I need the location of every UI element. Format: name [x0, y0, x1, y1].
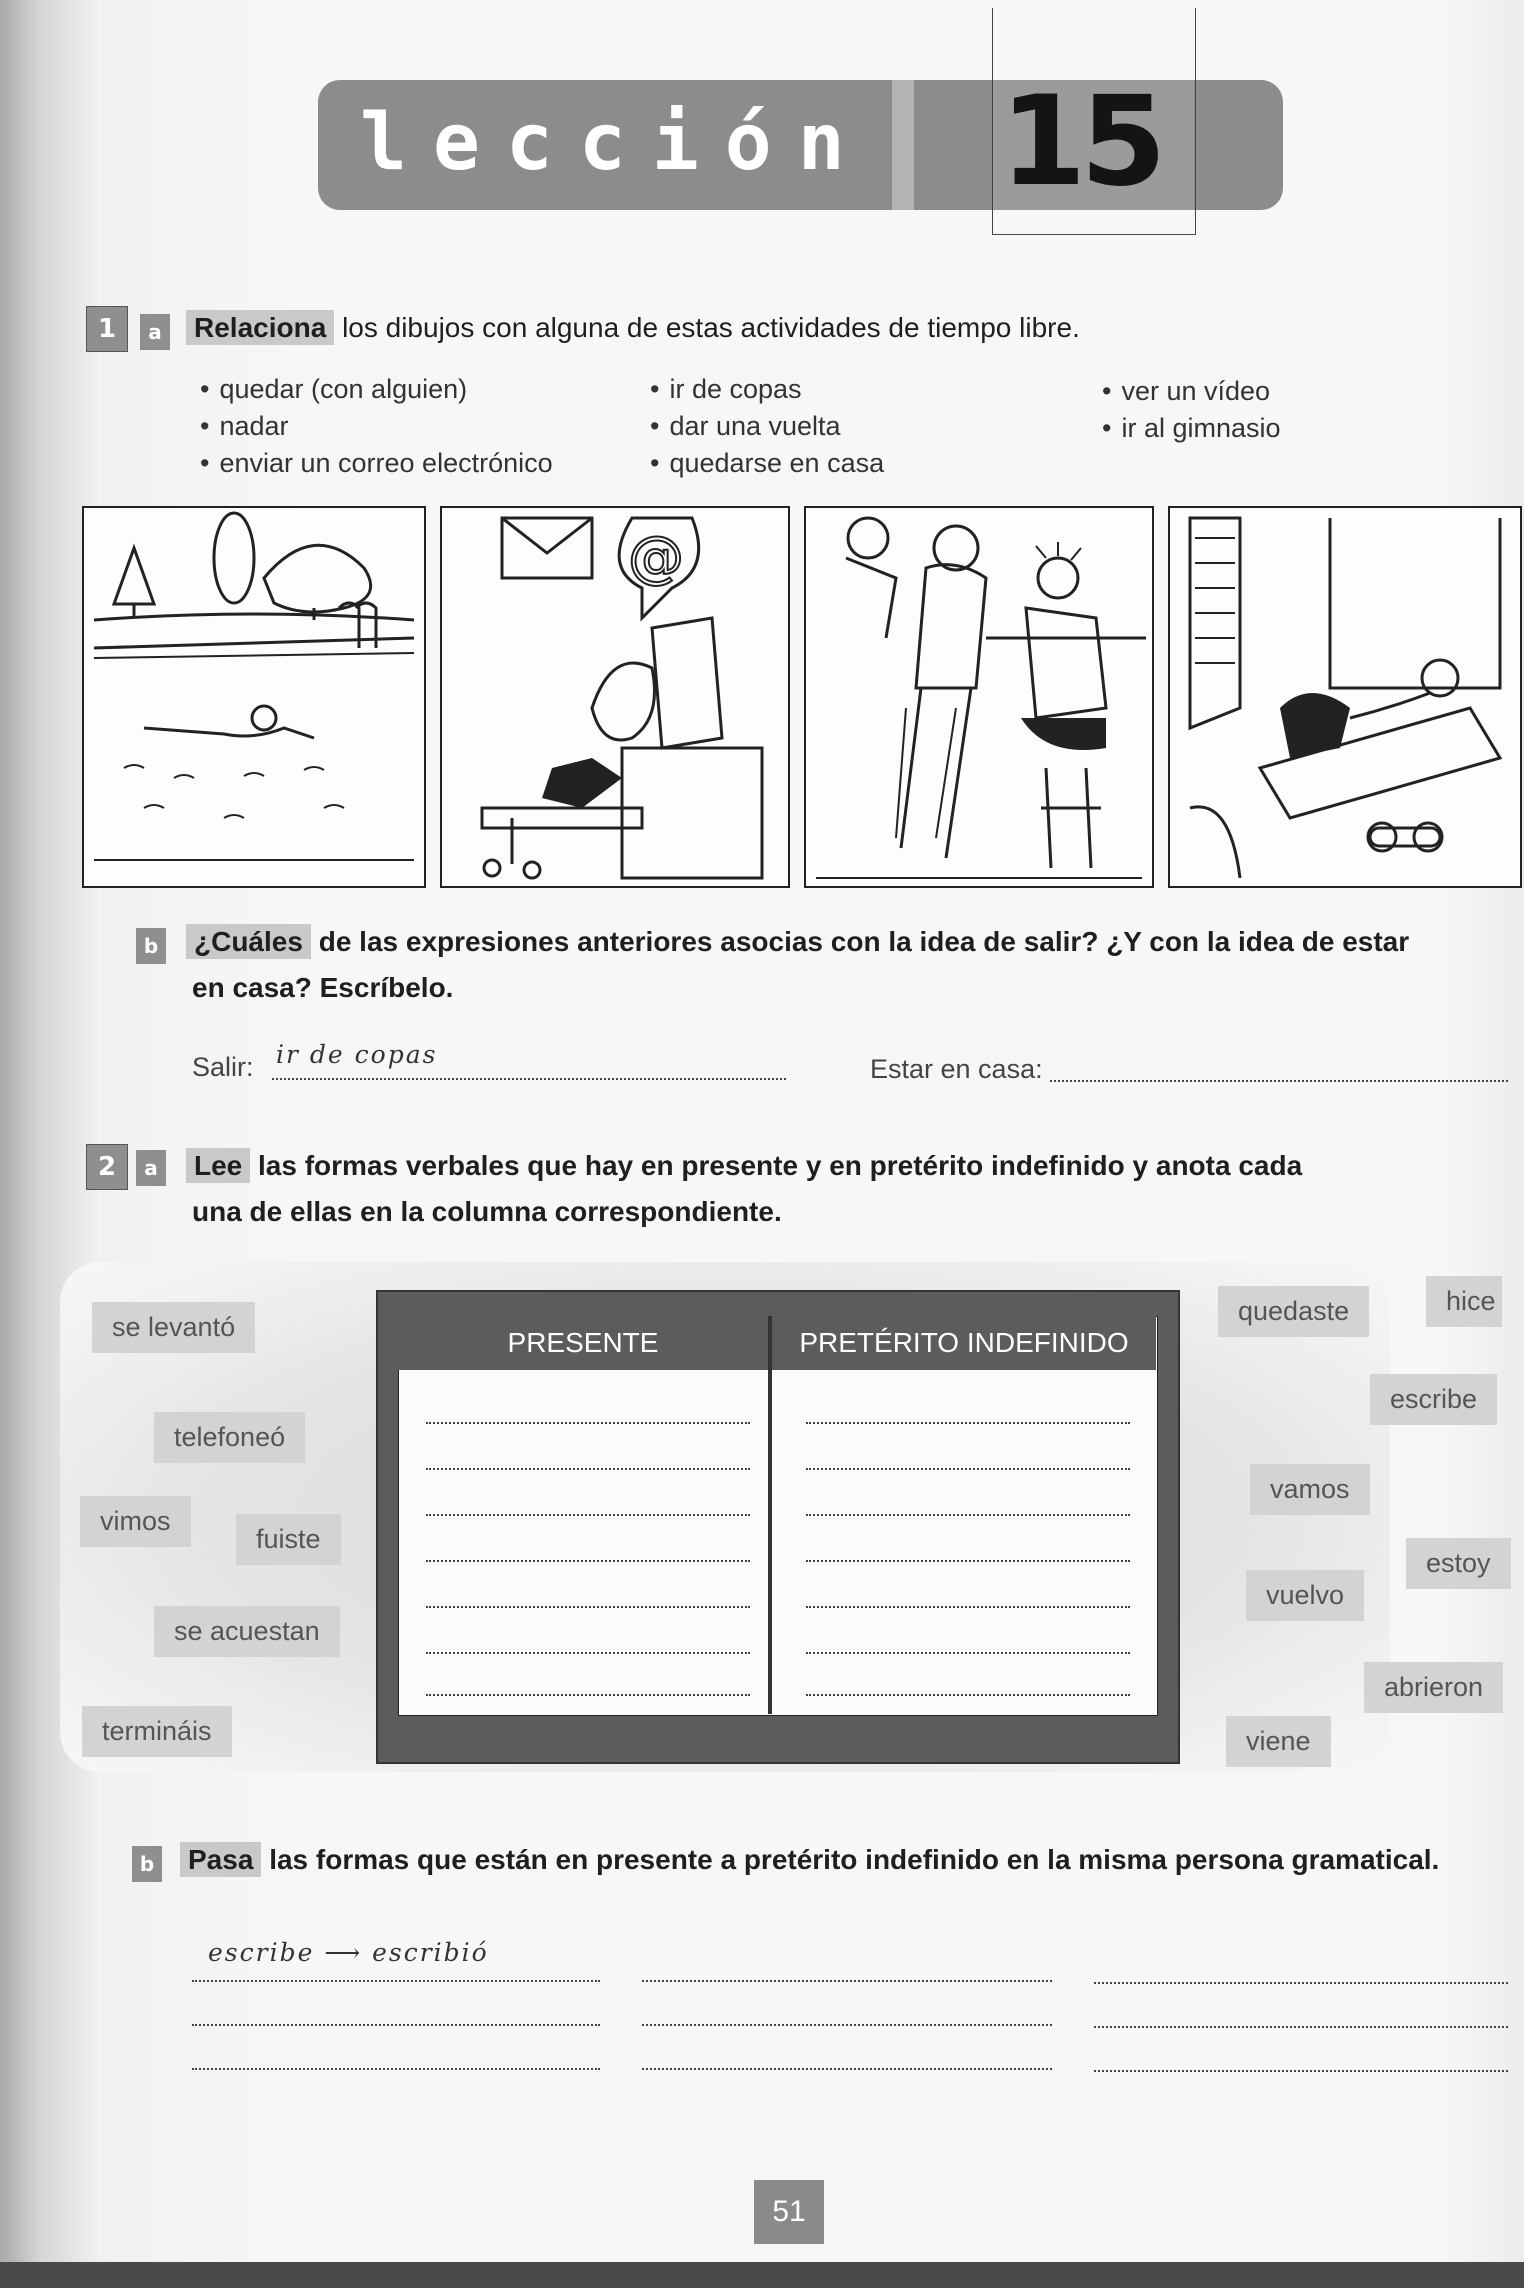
verb-chip[interactable]: estoy	[1406, 1538, 1511, 1589]
example-conversion: escribe ⟶ escribió	[208, 1938, 489, 1967]
activity-item: • ir de copas	[650, 374, 884, 405]
conversion-answer-line[interactable]	[1094, 2026, 1508, 2028]
conversion-answer-line[interactable]	[642, 2068, 1052, 2070]
conjugation-table	[398, 1316, 1158, 1716]
gym-situps-scene-icon	[1168, 506, 1522, 888]
activity-list-col3	[1102, 376, 1281, 450]
conversion-answer-line[interactable]	[1094, 1982, 1508, 1984]
exercise-letter-2a: a	[136, 1150, 166, 1186]
bar-illustration	[806, 508, 1152, 886]
verb-chip[interactable]: vuelvo	[1246, 1570, 1364, 1621]
activity-item: • ir al gimnasio	[1102, 413, 1281, 444]
scan-edge-shadow	[0, 2262, 1524, 2288]
estar-en-casa-answer-line[interactable]	[1050, 1080, 1508, 1082]
activity-item: • nadar	[200, 411, 553, 442]
exercise-number-2: 2	[86, 1144, 128, 1190]
estar-en-casa-label: Estar en casa:	[870, 1054, 1043, 1084]
verb-chip[interactable]: se acuestan	[154, 1606, 340, 1657]
lesson-number: 15	[1000, 70, 1161, 214]
preterito-answer-line[interactable]	[806, 1694, 1130, 1696]
exercise-2a-text-line2: una de ellas en la columna correspondiente.	[192, 1196, 782, 1227]
exercise-letter-2b: b	[132, 1846, 162, 1882]
email-illustration	[442, 508, 788, 886]
activity-item: • dar una vuelta	[650, 411, 884, 442]
activity-item: • ver un vídeo	[1102, 376, 1281, 407]
presente-answer-line[interactable]	[426, 1560, 750, 1562]
conversion-answer-line[interactable]	[192, 2024, 600, 2026]
lesson-title: lección	[360, 98, 871, 188]
exercise-1b-text-line2: en casa? Escríbelo.	[192, 972, 454, 1003]
presente-answer-line[interactable]	[426, 1468, 750, 1470]
conversion-answer-line[interactable]	[192, 1980, 600, 1982]
exercise-2a-instruction	[186, 1150, 1302, 1182]
exercise-2b-instruction	[180, 1844, 1439, 1876]
salir-label: Salir:	[192, 1052, 254, 1082]
page-number: 51	[754, 2180, 824, 2244]
exercise-1b-instruction	[186, 926, 1409, 958]
preterito-answer-line[interactable]	[806, 1652, 1130, 1654]
salir-answer: ir de copas	[276, 1040, 438, 1069]
banner-divider	[892, 80, 914, 210]
at-glyph: @	[628, 525, 684, 590]
exercise-2b-text: las formas que están en presente a pretérito indefinido en la misma persona gramatical.	[269, 1844, 1440, 1875]
verb-chip[interactable]: viene	[1226, 1716, 1331, 1767]
activity-list-col1	[200, 374, 553, 485]
exercise-letter-1b: b	[136, 928, 166, 964]
verb-chip[interactable]: quedaste	[1218, 1286, 1369, 1337]
verb-chip[interactable]: fuiste	[236, 1514, 341, 1565]
email-computer-scene-icon	[440, 506, 790, 888]
presente-answer-line[interactable]	[426, 1606, 750, 1608]
verb-chip[interactable]: escribe	[1370, 1374, 1497, 1425]
verb-chip[interactable]: se levantó	[92, 1302, 255, 1353]
conversion-answer-line[interactable]	[642, 2024, 1052, 2026]
conversion-answer-line[interactable]	[642, 1980, 1052, 1982]
activity-list-col2	[650, 374, 884, 485]
gym-illustration	[1170, 508, 1520, 886]
preterito-answer-line[interactable]	[806, 1468, 1130, 1470]
conversion-answer-line[interactable]	[192, 2068, 600, 2070]
activity-item: • quedar (con alguien)	[200, 374, 553, 405]
bar-drinks-scene-icon	[804, 506, 1154, 888]
presente-answer-line[interactable]	[426, 1652, 750, 1654]
preterito-answer-line[interactable]	[806, 1422, 1130, 1424]
column-separator	[768, 1316, 772, 1714]
exercise-1a-text: los dibujos con alguna de estas actividades de tiempo libre.	[342, 312, 1080, 343]
preterito-answer-line[interactable]	[806, 1514, 1130, 1516]
verb-chip[interactable]: hice	[1426, 1276, 1502, 1327]
exercise-letter-1a: a	[140, 314, 170, 350]
exercise-1a-instruction	[186, 312, 1080, 344]
verb-chip[interactable]: vamos	[1250, 1464, 1370, 1515]
exercise-1b-verb: ¿Cuáles	[186, 924, 311, 959]
swimming-scene-icon	[82, 506, 426, 888]
conversion-answer-line[interactable]	[1094, 2070, 1508, 2072]
presente-answer-line[interactable]	[426, 1422, 750, 1424]
exercise-2b-verb: Pasa	[180, 1842, 261, 1877]
exercise-1a-verb: Relaciona	[186, 310, 334, 345]
presente-answer-line[interactable]	[426, 1694, 750, 1696]
activity-item: • quedarse en casa	[650, 448, 884, 479]
verb-chip[interactable]: termináis	[82, 1706, 232, 1757]
column-header-presente: PRESENTE	[398, 1316, 768, 1370]
verb-chip[interactable]: vimos	[80, 1496, 191, 1547]
preterito-answer-line[interactable]	[806, 1606, 1130, 1608]
swimming-illustration	[84, 508, 424, 886]
verb-chip[interactable]: abrieron	[1364, 1662, 1503, 1713]
column-header-preterito: PRETÉRITO INDEFINIDO	[772, 1316, 1156, 1370]
exercise-2a-verb: Lee	[186, 1148, 250, 1183]
activity-item: • enviar un correo electrónico	[200, 448, 553, 479]
verb-chip[interactable]: telefoneó	[154, 1412, 305, 1463]
exercise-2a-text-line1: las formas verbales que hay en presente y en pretérito indefinido y anota cada	[258, 1150, 1303, 1181]
salir-answer-line[interactable]	[272, 1078, 786, 1080]
exercise-number-1: 1	[86, 306, 128, 352]
preterito-answer-line[interactable]	[806, 1560, 1130, 1562]
presente-answer-line[interactable]	[426, 1514, 750, 1516]
exercise-1b-text-line1: de las expresiones anteriores asocias con la idea de salir? ¿Y con la idea de estar	[318, 926, 1410, 957]
